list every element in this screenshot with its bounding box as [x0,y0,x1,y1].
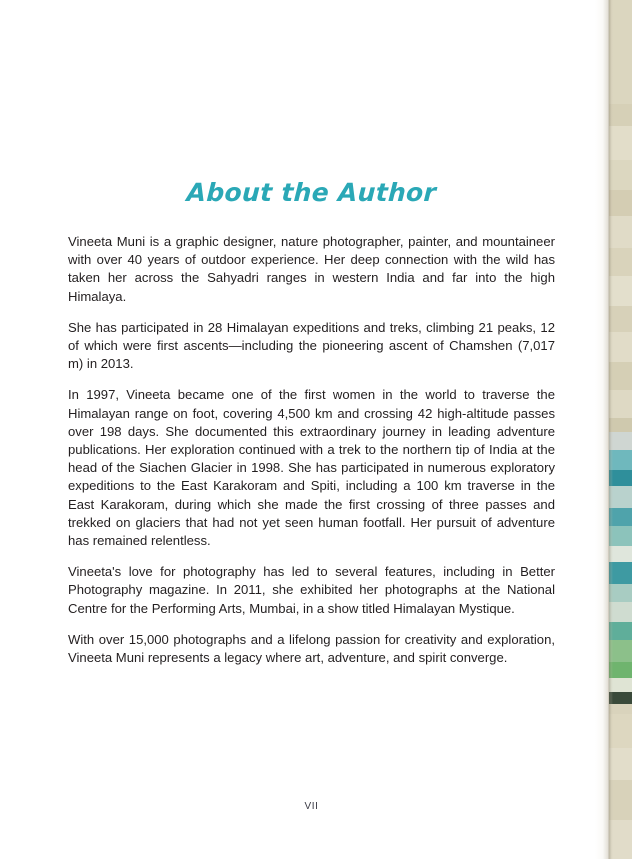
body-paragraph: In 1997, Vineeta became one of the first women in the world to traverse the Himalayan range on foot, covering 4,500 km and crossing 42 high-altitude passes over 198 days. She documented this extraordinary journey in leading adventure publications. Her exploration continued with a trek to the northern tip of India at the head of the Siachen Glacier in 1998. She has participated in numerous exploratory expeditions to the East Karakoram and Spiti, including a 100 km traverse in the East Karakoram, during which she made the first crossing of three passes and trekked on glaciers that had not yet seen human footfall. Her pursuit of adventure has remained relentless. [68,387,555,549]
next-page-edge-strip [609,0,632,859]
body-paragraph: She has participated in 28 Himalayan expeditions and treks, climbing 21 peaks, 12 of which were first ascents—including the pioneering ascent of Chamshen (7,017 m) in 2013. [68,319,555,372]
body-paragraph: With over 15,000 photographs and a lifelong passion for creativity and exploration, Vineeta Muni represents a legacy where art, adventure, and spirit converge. [68,631,555,666]
about-the-author-body [68,233,555,667]
page-edge-gutter-shadow [609,0,613,859]
page-number: VII [304,801,319,812]
body-paragraph: Vineeta's love for photography has led to several features, including in Better Photography magazine. In 2011, she exhibited her photographs at the National Centre for the Performing Arts, Mumbai, in a show titled Himalayan Mystique. [68,564,555,616]
page-fore-edge-shadow [595,0,609,859]
body-paragraph: Vineeta Muni is a graphic designer, nature photographer, painter, and mountaineer with over 40 years of outdoor experience. Her deep connection with the wild has taken her across the Sahyadri ranges in western India and far into the high Himalaya. [68,234,555,304]
page-title: About the Author [185,178,437,207]
